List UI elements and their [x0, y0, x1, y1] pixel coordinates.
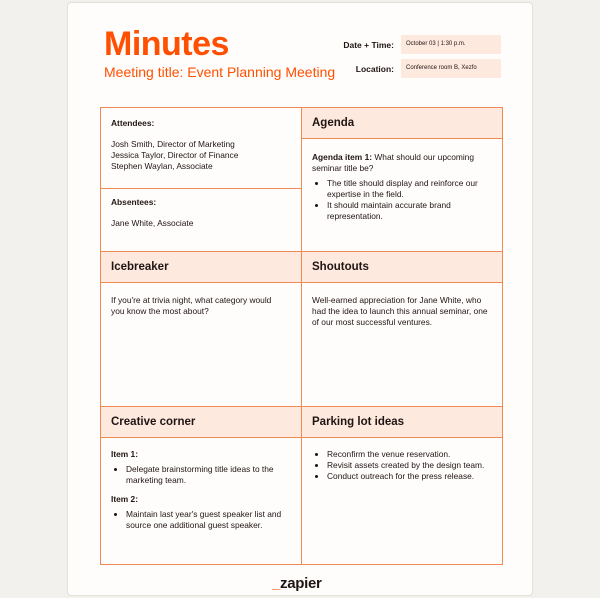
- location-label: Location:: [355, 64, 394, 74]
- icebreaker-heading: Icebreaker: [101, 252, 301, 282]
- row-head-divider: [101, 437, 502, 438]
- absentee-item: Jane White, Associate: [111, 218, 194, 228]
- parking-bullet: • Revisit assets created by the design team.: [327, 460, 492, 471]
- creative-corner-content: [111, 449, 291, 531]
- parking-lot-content: [312, 449, 492, 482]
- parking-lot-heading: Parking lot ideas: [302, 407, 502, 437]
- creative-corner-heading: Creative corner: [101, 407, 301, 437]
- attendees-section: [111, 118, 296, 172]
- absentees-label: Absentees:: [111, 197, 157, 207]
- item1-bullet: • Delegate brainstorming title ideas to the marketing team.: [126, 464, 291, 486]
- agenda-head-divider: [302, 138, 502, 139]
- column-divider: [301, 108, 302, 564]
- attendee-item: Stephen Waylan, Associate: [111, 161, 213, 171]
- agenda-bullet: • The title should display and reinforce our expertise in the field.: [327, 178, 492, 200]
- item2-bullet: • Maintain last year's guest speaker list and source one additional guest speaker.: [126, 509, 291, 531]
- zapier-logo-mark: _: [272, 575, 281, 592]
- icebreaker-text: If you're at trivia night, what category would you know the most about?: [111, 295, 272, 316]
- agenda-item-label: Agenda item 1:: [312, 152, 373, 162]
- row-head-divider: [101, 282, 502, 283]
- zapier-logo-text: zapier: [280, 575, 322, 592]
- location-value: Conference room B, Xezfo: [401, 59, 501, 78]
- parking-bullet: • Reconfirm the venue reservation.: [327, 449, 492, 460]
- attendees-label: Attendees:: [111, 118, 155, 128]
- attendees-divider: [101, 188, 301, 189]
- minutes-document: [67, 2, 533, 596]
- agenda-content: [312, 152, 492, 222]
- agenda-bullet: • It should maintain accurate brand representation.: [327, 200, 492, 222]
- minutes-grid: [100, 107, 503, 565]
- date-time-label: Date + Time:: [343, 40, 394, 50]
- attendee-item: Josh Smith, Director of Marketing: [111, 139, 235, 149]
- meeting-title: Meeting title: Event Planning Meeting: [104, 64, 336, 80]
- shoutouts-text: Well-earned appreciation for Jane White, who had the idea to launch this annual seminar, one of our most successful ventures.: [312, 295, 488, 327]
- item1-label: Item 1:: [111, 449, 138, 459]
- agenda-heading: Agenda: [302, 108, 502, 138]
- date-time-value: October 03 | 1:30 p.m.: [401, 35, 501, 54]
- absentees-section: [111, 197, 296, 229]
- shoutouts-heading: Shoutouts: [302, 252, 502, 282]
- attendee-item: Jessica Taylor, Director of Finance: [111, 150, 239, 160]
- parking-bullet: • Conduct outreach for the press release.: [327, 471, 492, 482]
- zapier-logo: [272, 575, 322, 592]
- item2-label: Item 2:: [111, 494, 138, 504]
- document-title: Minutes: [104, 25, 229, 63]
- agenda-item-text: What should our upcoming seminar title be?: [312, 152, 474, 173]
